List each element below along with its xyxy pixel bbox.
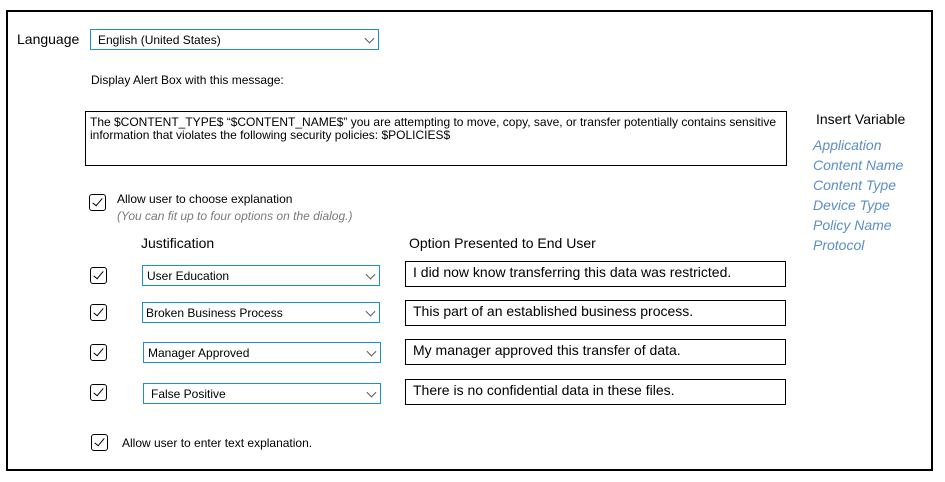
- justification-row-2-value: Broken Business Process: [146, 305, 283, 320]
- variable-protocol[interactable]: Protocol: [813, 237, 865, 253]
- option-row-4-input[interactable]: [405, 379, 786, 405]
- alert-message-label: Display Alert Box with this message:: [91, 73, 284, 87]
- checkmark-icon: [93, 306, 103, 317]
- justification-row-3-select[interactable]: [143, 342, 381, 363]
- justification-row-1-select[interactable]: [142, 265, 380, 286]
- allow-choose-explanation-checkbox[interactable]: [89, 194, 106, 211]
- checkmark-icon: [93, 386, 103, 397]
- checkmark-icon: [93, 269, 103, 280]
- alert-message-textarea[interactable]: [85, 111, 787, 166]
- checkmark-icon: [94, 436, 104, 447]
- option-row-3-input[interactable]: [405, 339, 786, 365]
- variable-policy-name[interactable]: Policy Name: [813, 217, 892, 233]
- justification-row-4-select[interactable]: [143, 383, 381, 404]
- variable-application[interactable]: Application: [813, 137, 882, 153]
- justification-row-1-checkbox[interactable]: [90, 267, 107, 284]
- justification-row-4-checkbox[interactable]: [90, 384, 107, 401]
- options-hint: (You can fit up to four options on the dialog.): [117, 209, 353, 223]
- justification-row-2-checkbox[interactable]: [90, 304, 107, 321]
- variable-device-type[interactable]: Device Type: [813, 197, 890, 213]
- justification-row-1-value: User Education: [147, 268, 230, 283]
- chevron-down-icon: [365, 33, 375, 43]
- language-select[interactable]: [90, 29, 379, 50]
- variable-content-type[interactable]: Content Type: [813, 177, 897, 193]
- allow-choose-explanation-label: Allow user to choose explanation: [117, 192, 293, 206]
- checkmark-icon: [93, 346, 103, 357]
- insert-variable-title: Insert Variable: [816, 111, 906, 127]
- option-row-1-input[interactable]: [405, 261, 786, 287]
- language-label: Language: [17, 31, 80, 47]
- chevron-down-icon: [366, 306, 376, 316]
- justification-row-3-value: Manager Approved: [148, 345, 250, 360]
- variable-content-name[interactable]: Content Name: [813, 157, 904, 173]
- option-row-3-text: My manager approved this transfer of data.: [413, 342, 681, 358]
- option-row-2-text: This part of an established business process.: [413, 303, 694, 319]
- option-row-1-text: I did now know transferring this data was restricted.: [413, 264, 732, 280]
- chevron-down-icon: [366, 269, 376, 279]
- checkmark-icon: [92, 196, 102, 207]
- option-header: Option Presented to End User: [409, 235, 596, 251]
- justification-row-4-value: False Positive: [151, 386, 226, 401]
- alert-message-text: The $CONTENT_TYPE$ “$CONTENT_NAME$” you are attempting to move, copy, save, or transfer potentially contains sensitive information that violates the following security policies: $POLICIES$: [90, 115, 777, 142]
- justification-header: Justification: [141, 235, 215, 251]
- chevron-down-icon: [367, 387, 377, 397]
- option-row-4-text: There is no confidential data in these files.: [413, 382, 675, 398]
- allow-text-explanation-checkbox[interactable]: [91, 434, 108, 451]
- option-row-2-input[interactable]: [405, 300, 786, 326]
- justification-row-2-select[interactable]: [142, 302, 380, 323]
- justification-row-3-checkbox[interactable]: [90, 344, 107, 361]
- chevron-down-icon: [367, 346, 377, 356]
- allow-text-explanation-label: Allow user to enter text explanation.: [122, 436, 313, 450]
- language-select-value: English (United States): [98, 32, 221, 47]
